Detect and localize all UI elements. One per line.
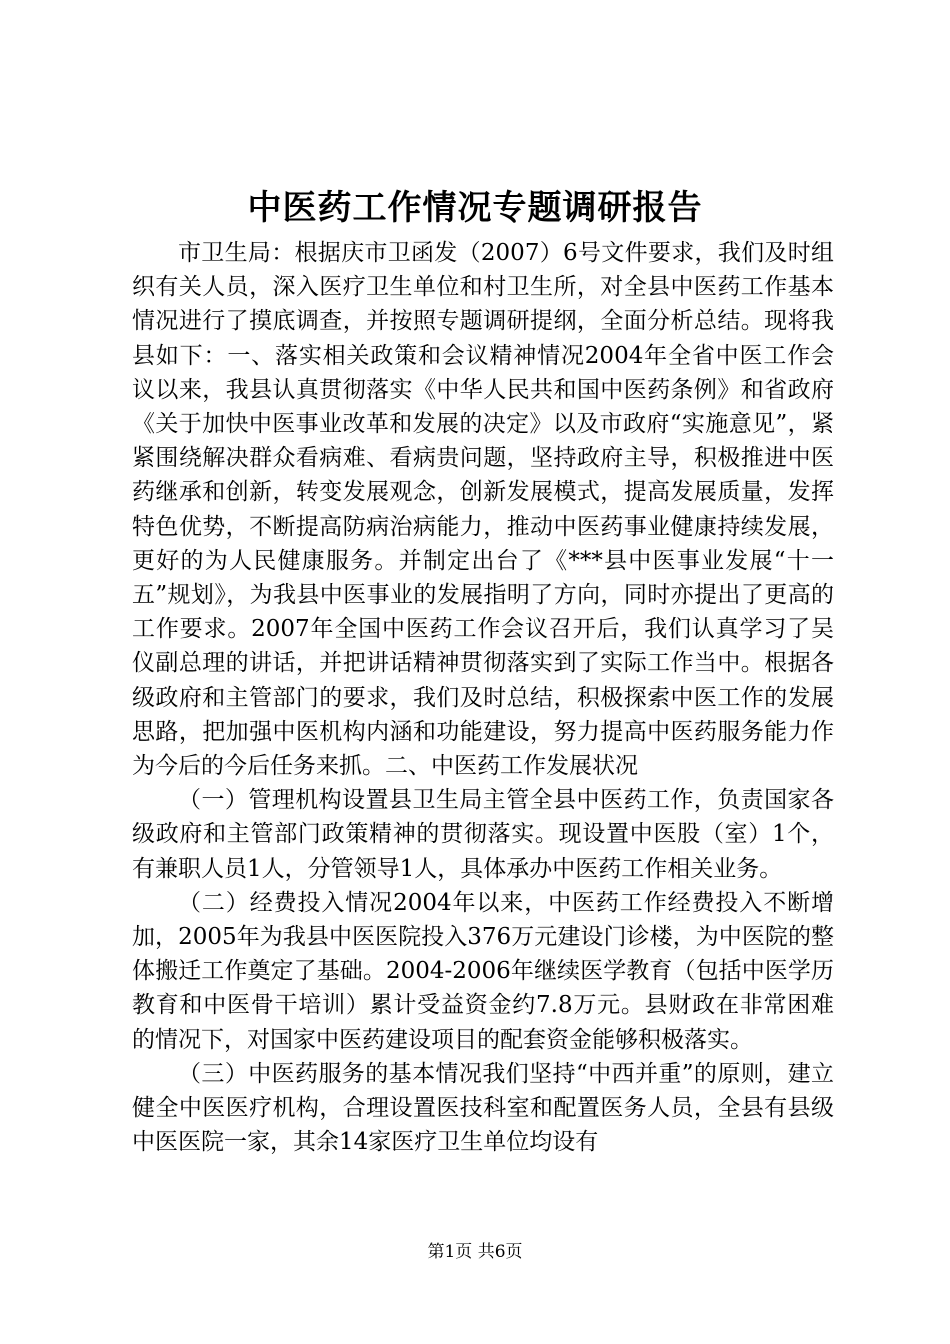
page-number-footer: 第1页 共6页 — [427, 1242, 523, 1262]
paragraph-3: （二）经费投入情况2004年以来，中医药工作经费投入不断增加，2005年为我县中医医院投入376万元建设门诊楼，为中医院的整体搬迁工作奠定了基础。2004-2006年继续医学教育（包括中医学历教育和中医骨干培训）累计受益资金约7.8万元。县财政在非常困难的情况下，对国家中医药建设项目的配套资金能够积极落实。 — [132, 889, 834, 1053]
paragraph-1: 市卫生局：根据庆市卫函发（2007）6号文件要求，我们及时组织有关人员，深入医疗卫生单位和村卫生所，对全县中医药工作基本情况进行了摸底调查，并按照专题调研提纲，全面分析总结。现将我县如下：一、落实相关政策和会议精神情况2004年全省中医工作会议以来，我县认真贯彻落实《中华人民共和国中医药条例》和省政府《关于加快中医事业改革和发展的决定》以及市政府“实施意见”，紧紧围绕解决群众看病难、看病贵问题，坚持政府主导，积极推进中医药继承和创新，转变发展观念，创新发展模式，提高发展质量，发挥特色优势，不断提高防病治病能力，推动中医药事业健康持续发展，更好的为人民健康服务。并制定出台了《***县中医事业发展“十一五”规划》，为我县中医事业的发展指明了方向，同时亦提出了更高的工作要求。2007年全国中医药工作会议召开后，我们认真学习了吴仪副总理的讲话，并把讲话精神贯彻落实到了实际工作当中。根据各级政府和主管部门的要求，我们及时总结，积极探索中医工作的发展思路，把加强中医机构内涵和功能建设，努力提高中医药服务能力作为今后的今后任务来抓。二、中医药工作发展状况 — [132, 240, 834, 780]
document-title: 中医药工作情况专题调研报告 — [247, 188, 703, 228]
document-body — [132, 236, 834, 1159]
paragraph-4: （三）中医药服务的基本情况我们坚持“中西并重”的原则，建立健全中医医疗机构，合理设置医技科室和配置医务人员，全县有县级中医医院一家，其余14家医疗卫生单位均设有 — [132, 1060, 834, 1156]
paragraph-2: （一）管理机构设置县卫生局主管全县中医药工作，负责国家各级政府和主管部门政策精神的贯彻落实。现设置中医股（室）1个，有兼职人员1人，分管领导1人，具体承办中医药工作相关业务。 — [132, 787, 834, 882]
